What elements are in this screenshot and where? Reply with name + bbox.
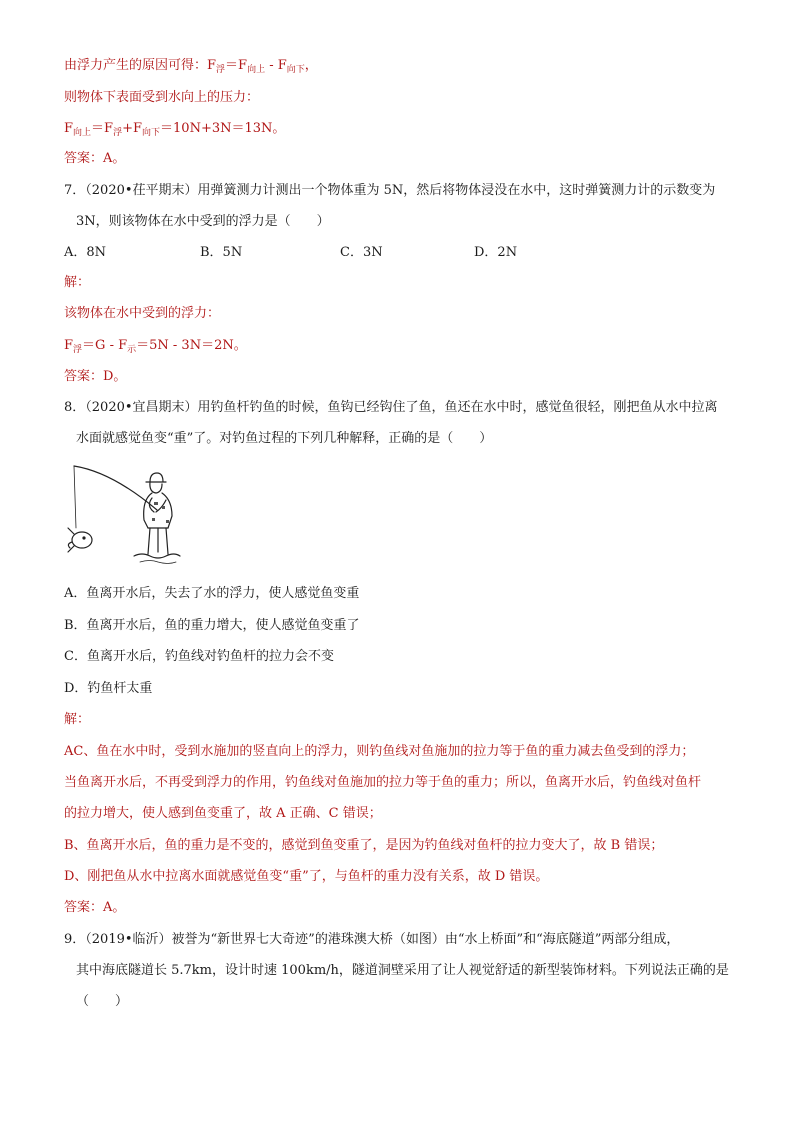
question-7-option-c: C．3N	[340, 245, 383, 260]
question-7-option-a: A．8N	[64, 245, 107, 260]
answer-line: 答案：A。	[64, 151, 126, 166]
question-9-stem-bracket: （ ）	[76, 994, 129, 1009]
question-8-solution-line: 的拉力增大，使人感到鱼变重了，故 A 正确、C 错误；	[64, 806, 382, 821]
question-7-answer: 答案：D。	[64, 369, 127, 384]
question-8-option-c: C．鱼离开水后，钓鱼线对钓鱼杆的拉力会不变	[64, 649, 334, 664]
question-8-option-b: B．鱼离开水后，鱼的重力增大，使人感觉鱼变重了	[64, 618, 360, 633]
fish-fins	[68, 528, 74, 552]
question-8-solution-line: B、鱼离开水后，鱼的重力是不变的，感觉到鱼变重了，是因为钓鱼线对鱼杆的拉力变大了，故 B 错误；	[64, 838, 664, 853]
question-8-solution-label: 解：	[64, 712, 91, 727]
question-8-solution-line: AC、鱼在水中时，受到水施加的竖直向上的浮力，则钓鱼线对鱼施加的拉力等于鱼的重力减去鱼受到的浮力；	[64, 744, 695, 759]
question-7-solution-label: 解：	[64, 275, 91, 290]
question-8-option-a: A．鱼离开水后，失去了水的浮力，使人感觉鱼变重	[64, 586, 360, 601]
legs	[148, 528, 168, 554]
fishing-figure	[62, 462, 184, 568]
fish-body	[72, 532, 92, 548]
question-8-option-d: D．钓鱼杆太重	[64, 681, 153, 696]
question-7-option-d: D．2N	[474, 245, 518, 260]
question-8-stem-cont: 水面就感觉鱼变“重”了。对钓鱼过程的下列几种解释，正确的是（ ）	[76, 431, 493, 446]
question-8-solution-line: D、刚把鱼从水中拉离水面就感觉鱼变“重”了，与鱼杆的重力没有关系，故 D 错误。	[64, 869, 549, 884]
question-9-stem-cont: 其中海底隧道长 5.7km，设计时速 100km/h，隧道洞壁采用了让人视觉舒适的新型装饰材料。下列说法正确的是	[76, 963, 729, 978]
question-7-solution-line: 该物体在水中受到的浮力：	[64, 306, 221, 321]
fishing-line	[74, 466, 76, 528]
question-8-solution-line: 当鱼离开水后，不再受到浮力的作用，钓鱼线对鱼施加的拉力等于鱼的重力；所以，鱼离开水后，钓鱼线对鱼杆	[64, 775, 702, 790]
question-7-stem: 7．（2020•茌平期末）用弹簧测力计测出一个物体重为 5N，然后将物体浸没在水中，这时弹簧测力计的示数变为	[64, 183, 716, 198]
water-line	[134, 554, 180, 558]
pressure-result-line: $F_{向上}=F_浮+F_{向下}=10N+3N=13N$。	[64, 121, 286, 138]
question-9-stem: 9．（2019•临沂）被誉为“新世界七大奇迹”的港珠澳大桥（如图）由“水上桥面”和“海底隧道”两部分组成，	[64, 932, 680, 947]
buoyancy-formula-line: 由浮力产生的原因可得：$F_浮=F_{向上} - F_{向下}$，	[64, 58, 318, 75]
question-7-solution-formula: $F_浮=G - F_示=5N - 3N=2N$。	[64, 338, 247, 355]
pressure-intro-line: 则物体下表面受到水向上的压力：	[64, 90, 260, 105]
question-7-option-b: B．5N	[200, 245, 243, 260]
question-8-answer: 答案：A。	[64, 900, 126, 915]
question-7-stem-cont: 3N，则该物体在水中受到的浮力是（ ）	[76, 214, 330, 229]
hat	[146, 473, 166, 482]
question-8-stem: 8．（2020•宜昌期末）用钓鱼杆钓鱼的时候，鱼钩已经钩住了鱼，鱼还在水中时，感觉鱼很轻，刚把鱼从水中拉离	[64, 400, 718, 415]
